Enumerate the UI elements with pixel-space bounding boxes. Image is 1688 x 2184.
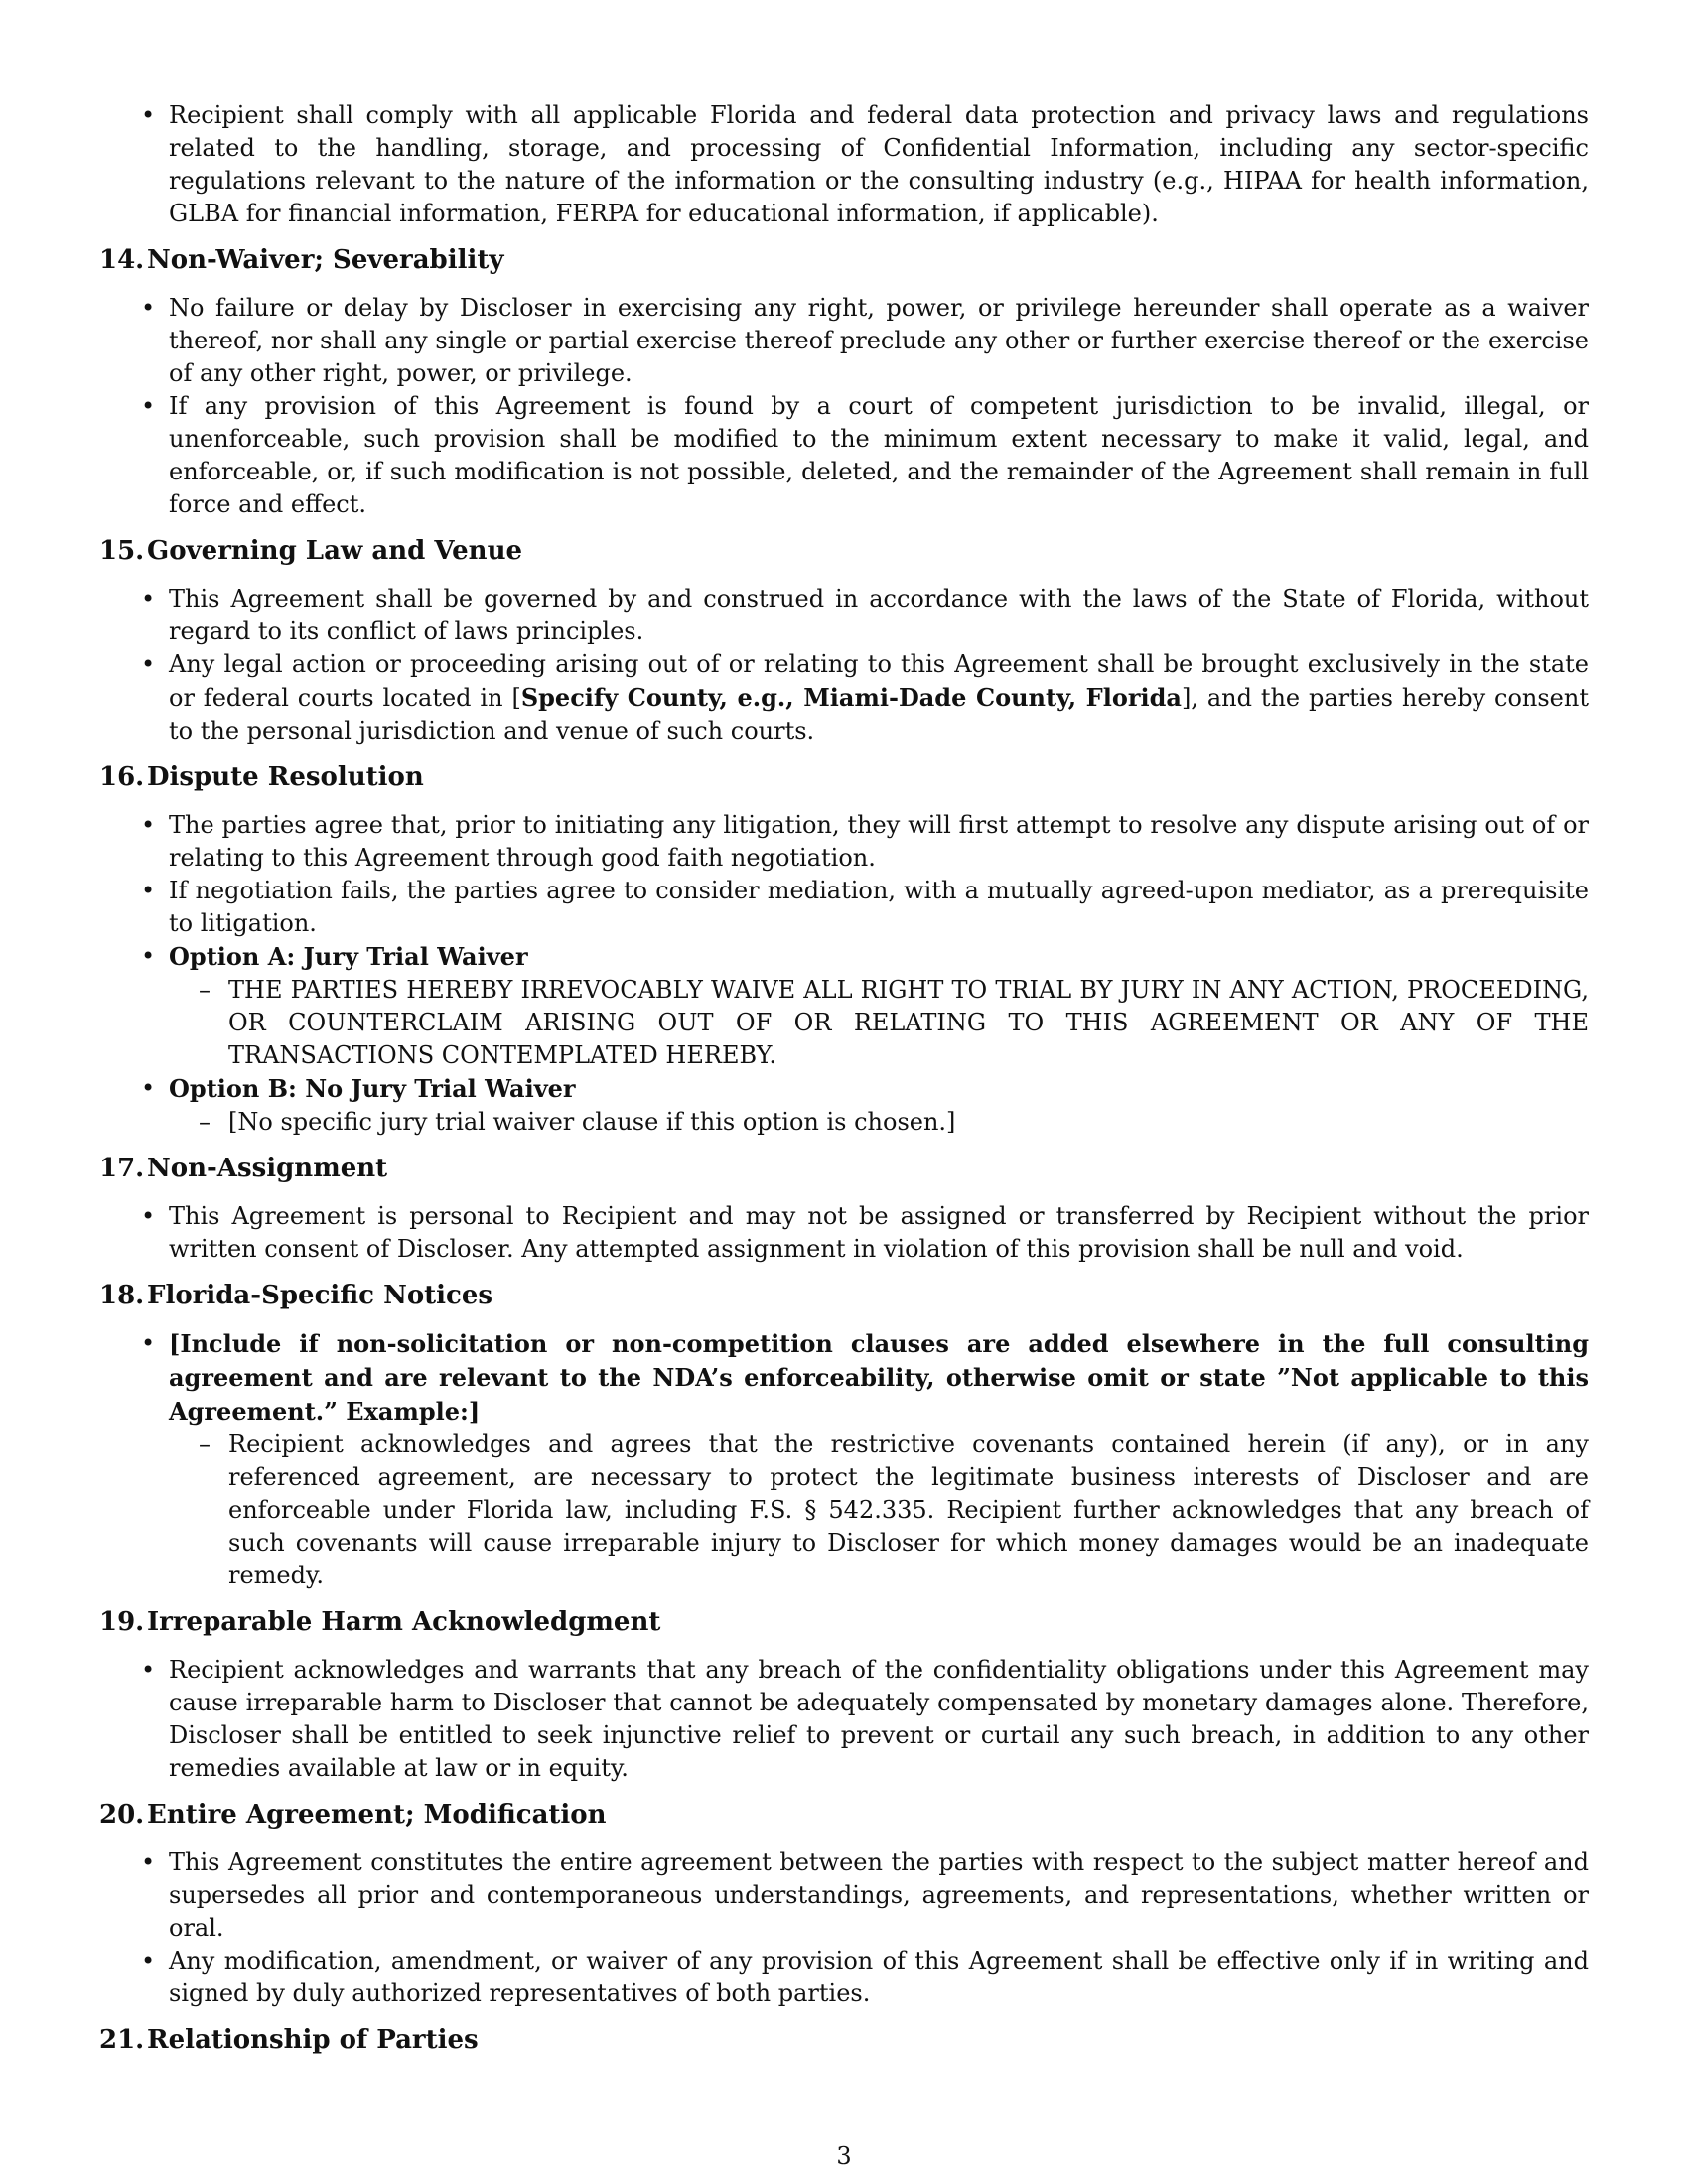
section-18-bullets <box>99 1327 1589 1592</box>
bullet-text: If negotiation fails, the parties agree to consider mediation, with a mutually agreed-upon mediator, as a prerequisite to litigation. <box>169 877 1589 937</box>
section-title: Relationship of Parties <box>147 2025 479 2055</box>
section-number: 15. <box>99 536 145 566</box>
sub-list-item <box>169 1106 1589 1139</box>
option-a-text: THE PARTIES HEREBY IRREVOCABLY WAIVE ALL RIGHT TO TRIAL BY JURY IN ANY ACTION, PROCEEDING, OR COUNTERCLAIM ARISING OUT OF OR RELATING TO THIS AGREEMENT OR ANY OF THE TRANSACTIONS CONTEMPLATED HEREBY. <box>228 976 1589 1069</box>
section-14-bullets <box>99 292 1589 521</box>
section-number: 18. <box>99 1281 145 1310</box>
section-19-bullets <box>99 1654 1589 1785</box>
intro-bullet-list <box>99 99 1589 230</box>
bullet-text: Recipient acknowledges and warrants that any breach of the confidentiality obligations under this Agreement may cause irreparable harm to Discloser that cannot be adequately compensated by monetary damages alone. Therefore, Discloser shall be entitled to seek injunctive relief to prevent or curtail any such breach, in addition to any other remedies available at law or in equity. <box>169 1656 1589 1782</box>
section-heading-21 <box>99 2024 1589 2056</box>
bullet-icon: • <box>141 942 156 970</box>
dash-icon: – <box>199 1108 211 1136</box>
bullet-icon: • <box>141 650 156 678</box>
list-item <box>99 292 1589 390</box>
list-item <box>99 1327 1589 1592</box>
section-heading-16 <box>99 761 1589 793</box>
section-title: Entire Agreement; Modification <box>147 1800 607 1830</box>
option-a-label: Option A: Jury Trial Waiver <box>169 942 528 971</box>
section-title: Florida-Specific Notices <box>147 1281 493 1310</box>
section-16-bullets <box>99 809 1589 1139</box>
list-item <box>99 1846 1589 1945</box>
section-title: Governing Law and Venue <box>147 536 523 566</box>
section-20-bullets <box>99 1846 1589 2010</box>
bullet-text: This Agreement shall be governed by and construed in accordance with the laws of the State of Florida, without regard to its conflict of laws principles. <box>169 585 1589 645</box>
list-item <box>99 809 1589 875</box>
option-b-subbullets <box>169 1106 1589 1139</box>
option-b-label: Option B: No Jury Trial Waiver <box>169 1074 576 1103</box>
page-content <box>99 99 1589 2056</box>
section-number: 14. <box>99 245 145 275</box>
bullet-icon: • <box>141 1329 156 1357</box>
bullet-icon: • <box>141 1947 156 1975</box>
list-item <box>99 648 1589 748</box>
sub-list-item <box>169 1429 1589 1592</box>
section-15-bullets <box>99 583 1589 748</box>
bullet-icon: • <box>141 392 156 420</box>
section-17-bullets <box>99 1200 1589 1266</box>
include-note: [Include if non-solicitation or non-competition clauses are added elsewhere in the full consulting agreement and are relevant to the NDA’s enforceability, otherwise omit or state ”Not applicable to this Agreement.” Example:] <box>169 1329 1589 1426</box>
list-item-option-b <box>99 1072 1589 1139</box>
bullet-text: Any modification, amendment, or waiver of any provision of this Agreement shall be effective only if in writing and signed by duly authorized representatives of both parties. <box>169 1947 1589 2007</box>
list-item <box>99 875 1589 940</box>
section-title: Dispute Resolution <box>147 762 424 792</box>
list-item <box>99 99 1589 230</box>
bullet-text: No failure or delay by Discloser in exercising any right, power, or privilege hereunder shall operate as a waiver thereof, nor shall any single or partial exercise thereof preclude any other or further exercise thereof or the exercise of any other right, power, or privilege. <box>169 294 1589 387</box>
section-heading-15 <box>99 535 1589 567</box>
section-number: 21. <box>99 2025 145 2055</box>
list-item <box>99 583 1589 648</box>
section-number: 20. <box>99 1800 145 1830</box>
section-number: 16. <box>99 762 145 792</box>
bullet-icon: • <box>141 294 156 322</box>
sub-list-item <box>169 974 1589 1072</box>
list-item-option-a <box>99 940 1589 1072</box>
list-item <box>99 1945 1589 2010</box>
document-page <box>99 99 1589 2085</box>
sub-bullet-text: Recipient acknowledges and agrees that the restrictive covenants contained herein (if any), or in any referenced agreement, are necessary to protect the legitimate business interests of Discloser and are enforceable under Florida law, including F.S. § 542.335. Recipient further acknowledges that any breach of such covenants will cause irreparable injury to Discloser for which money damages would be an inadequate remedy. <box>228 1431 1589 1589</box>
bullet-text: If any provision of this Agreement is found by a court of competent jurisdiction to be invalid, illegal, or unenforceable, such provision shall be modified to the minimum extent necessary to make it valid, legal, and enforceable, or, if such modification is not possible, deleted, and the remainder of the Agreement shall remain in full force and effect. <box>169 392 1589 518</box>
bullet-text: Recipient shall comply with all applicable Florida and federal data protection and privacy laws and regulations related to the handling, storage, and processing of Confidential Information, including any sector-specific regulations relevant to the nature of the information or the consulting industry (e.g., HIPAA for health information, GLBA for financial information, FERPA for educational information, if applicable). <box>169 101 1589 227</box>
bullet-text: The parties agree that, prior to initiating any litigation, they will first attempt to resolve any dispute arising out of or relating to this Agreement through good faith negotiation. <box>169 811 1589 872</box>
bullet-text-after: ], and the parties hereby consent to the personal jurisdiction and venue of such courts. <box>169 684 1589 745</box>
county-placeholder: Specify County, e.g., Miami-Dade County, Florida <box>520 683 1182 712</box>
section-heading-19 <box>99 1606 1589 1638</box>
section-heading-14 <box>99 244 1589 276</box>
page-number: 3 <box>836 2142 852 2170</box>
section-number: 17. <box>99 1154 145 1183</box>
section-title: Irreparable Harm Acknowledgment <box>147 1607 661 1637</box>
list-item <box>99 1654 1589 1785</box>
section-title: Non-Waiver; Severability <box>147 245 504 275</box>
bullet-text: This Agreement constitutes the entire agreement between the parties with respect to the subject matter hereof and supersedes all prior and contemporaneous understandings, agreements, and representations, whether written or oral. <box>169 1848 1589 1942</box>
bullet-icon: • <box>141 101 156 129</box>
bullet-icon: • <box>141 1656 156 1684</box>
bullet-icon: • <box>141 585 156 613</box>
bullet-icon: • <box>141 811 156 839</box>
list-item <box>99 390 1589 521</box>
section-heading-20 <box>99 1799 1589 1831</box>
section-number: 19. <box>99 1607 145 1637</box>
bullet-icon: • <box>141 877 156 904</box>
section-18-subbullets <box>169 1429 1589 1592</box>
dash-icon: – <box>199 976 211 1004</box>
option-a-subbullets <box>169 974 1589 1072</box>
section-heading-17 <box>99 1153 1589 1184</box>
list-item <box>99 1200 1589 1266</box>
bullet-icon: • <box>141 1848 156 1876</box>
bullet-icon: • <box>141 1202 156 1230</box>
dash-icon: – <box>199 1431 211 1458</box>
bullet-icon: • <box>141 1074 156 1102</box>
bullet-text-before: Any legal action or proceeding arising out of or relating to this Agreement shall be brought exclusively in the state or federal courts located in [ <box>169 650 1589 712</box>
section-heading-18 <box>99 1280 1589 1311</box>
section-title: Non-Assignment <box>147 1154 388 1183</box>
bullet-text: This Agreement is personal to Recipient and may not be assigned or transferred by Recipient without the prior written consent of Discloser. Any attempted assignment in violation of this provision shall be null and void. <box>169 1202 1589 1263</box>
option-b-text: [No specific jury trial waiver clause if this option is chosen.] <box>228 1108 956 1136</box>
